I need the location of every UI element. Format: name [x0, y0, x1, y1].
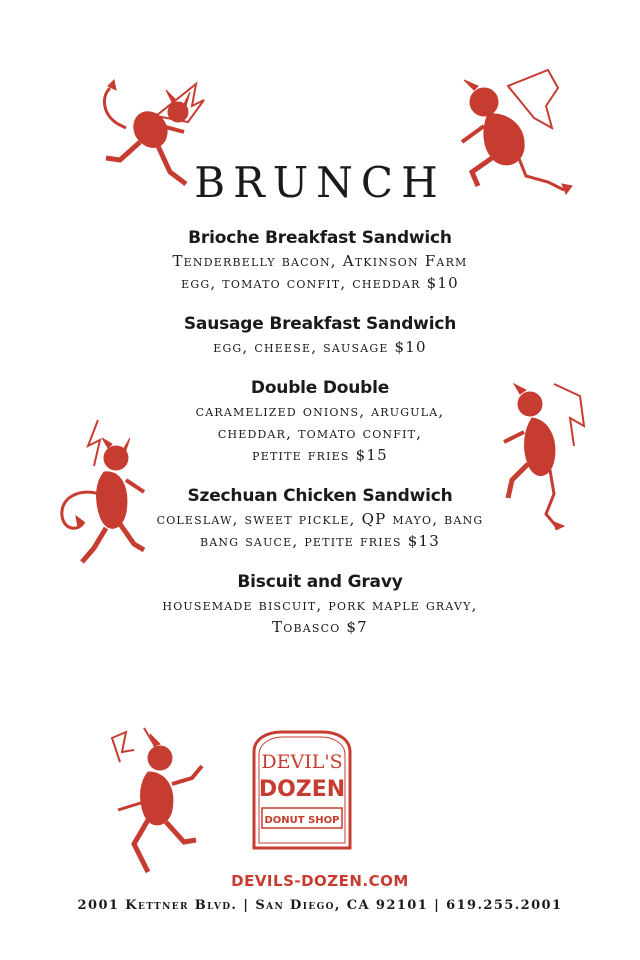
menu-item-description: egg, cheese, sausage $10	[213, 338, 427, 356]
address-line: 2001 Kettner Blvd. | San Diego, CA 92101 | 619.255.2001	[77, 898, 563, 913]
devil-illustration-bottom-left	[104, 722, 214, 878]
menu-item-description: Tenderbelly bacon, Atkinson Farm egg, tomato confit, cheddar $10	[172, 252, 468, 292]
menu-item-name: Double Double	[250, 378, 390, 398]
devils-dozen-logo	[248, 728, 356, 852]
menu-item	[0, 312, 640, 358]
menu-item-description: caramelized onions, arugula, cheddar, tomato confit, petite fries $15	[195, 402, 445, 464]
menu-item-description: coleslaw, sweet pickle, QP mayo, bang bang sauce, petite fries $13	[156, 510, 484, 550]
menu-item	[0, 226, 640, 294]
logo-line-devils: DEVIL'S	[261, 751, 343, 773]
menu-items	[0, 226, 640, 656]
logo-line-donut-shop: DONUT SHOP	[264, 815, 340, 826]
menu-item-name: Sausage Breakfast Sandwich	[183, 314, 457, 334]
menu-item	[0, 570, 640, 638]
menu-item-name: Szechuan Chicken Sandwich	[187, 486, 453, 506]
menu-item-name: Biscuit and Gravy	[237, 572, 403, 592]
menu-item-name: Brioche Breakfast Sandwich	[188, 228, 452, 248]
logo-line-dozen: DOZEN	[258, 777, 346, 802]
menu-item	[0, 376, 640, 466]
menu-title: BRUNCH	[194, 158, 446, 207]
menu-item	[0, 484, 640, 552]
menu-item-description: housemade biscuit, pork maple gravy, Tobasco $7	[162, 596, 478, 636]
website-link[interactable]: DEVILS-DOZEN.COM	[231, 872, 409, 890]
